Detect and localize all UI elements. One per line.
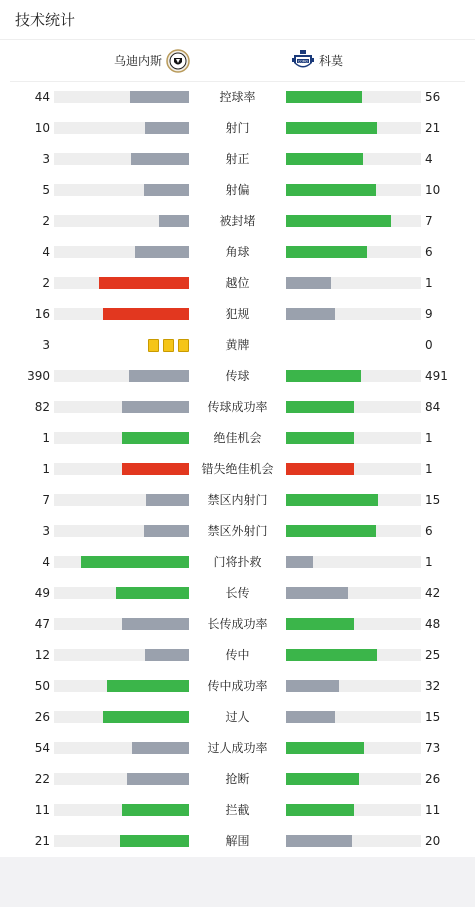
away-bar (286, 649, 421, 661)
stat-row (0, 578, 475, 609)
home-bar (54, 680, 189, 692)
home-bar (54, 463, 189, 475)
stat-row (0, 795, 475, 826)
away-bar-fill (286, 432, 354, 444)
away-bar (286, 680, 421, 692)
home-value: 10 (34, 121, 50, 135)
stat-label: 拦截 (225, 803, 250, 817)
stat-label: 禁区内射门 (207, 493, 268, 507)
away-bar (286, 277, 421, 289)
stat-label: 传中 (225, 648, 250, 662)
home-value: 2 (42, 214, 50, 228)
stat-label: 门将扑救 (213, 555, 262, 569)
away-bar (286, 432, 421, 444)
home-value: 2 (42, 276, 50, 290)
home-value: 3 (42, 338, 50, 352)
away-bar-fill (286, 246, 367, 258)
away-bar (286, 804, 421, 816)
away-value: 84 (425, 400, 441, 414)
yellow-card-icon (178, 339, 189, 352)
stat-label: 越位 (225, 276, 250, 290)
stat-row (0, 113, 475, 144)
away-value: 42 (425, 586, 441, 600)
udinese-badge-icon (166, 49, 190, 73)
away-value: 1 (425, 462, 433, 476)
away-value: 15 (425, 493, 441, 507)
away-value: 9 (425, 307, 433, 321)
away-bar (286, 184, 421, 196)
stat-label: 射正 (225, 152, 250, 166)
stat-label: 角球 (225, 245, 250, 259)
teams-header (10, 40, 465, 82)
away-bar-fill (286, 835, 352, 847)
home-bar (54, 91, 189, 103)
home-bar-fill (122, 401, 189, 413)
home-team-name: 乌迪内斯 (113, 54, 162, 68)
home-value: 44 (34, 90, 50, 104)
away-team-name: 科莫 (319, 54, 344, 68)
stat-row (0, 516, 475, 547)
away-value: 7 (425, 214, 433, 228)
away-bar (286, 215, 421, 227)
stat-row (0, 392, 475, 423)
away-bar-fill (286, 91, 362, 103)
stat-row (0, 268, 475, 299)
away-bar (286, 370, 421, 382)
home-value: 11 (34, 803, 50, 817)
home-value: 16 (34, 307, 50, 321)
away-bar-fill (286, 525, 376, 537)
away-value: 1 (425, 431, 433, 445)
home-value: 50 (34, 679, 50, 693)
away-bar (286, 711, 421, 723)
stat-label: 过人成功率 (207, 741, 268, 755)
stat-row (0, 609, 475, 640)
away-value: 6 (425, 245, 433, 259)
stat-label: 传球 (225, 369, 250, 383)
home-value: 3 (42, 524, 50, 538)
home-value: 12 (34, 648, 50, 662)
away-bar-fill (286, 804, 354, 816)
away-bar-fill (286, 618, 354, 630)
away-bar (286, 587, 421, 599)
home-value: 4 (42, 555, 50, 569)
home-bar (54, 742, 189, 754)
home-value: 5 (42, 183, 50, 197)
away-bar (286, 742, 421, 754)
away-value: 6 (425, 524, 433, 538)
home-bar-fill (145, 122, 189, 134)
home-bar (54, 246, 189, 258)
home-bar-fill (131, 153, 189, 165)
home-value: 21 (34, 834, 50, 848)
stat-label: 绝佳机会 (213, 431, 262, 445)
page-title: 技术统计 (0, 0, 475, 40)
home-bar (54, 153, 189, 165)
away-bar (286, 153, 421, 165)
away-bar-fill (286, 277, 331, 289)
stat-row (0, 361, 475, 392)
stat-label: 射门 (225, 121, 250, 135)
stat-row (0, 454, 475, 485)
away-bar (286, 246, 421, 258)
away-bar (286, 91, 421, 103)
away-bar-fill (286, 122, 377, 134)
away-bar-fill (286, 370, 361, 382)
away-bar (286, 835, 421, 847)
away-bar-fill (286, 773, 359, 785)
home-value: 49 (34, 586, 50, 600)
home-bar (54, 587, 189, 599)
away-bar (286, 463, 421, 475)
away-bar-fill (286, 587, 348, 599)
away-bar (286, 618, 421, 630)
stat-row (0, 144, 475, 175)
home-bar-fill (122, 432, 190, 444)
away-bar-fill (286, 153, 363, 165)
home-bar (54, 773, 189, 785)
home-bar-fill (132, 742, 189, 754)
stat-label: 禁区外射门 (207, 524, 268, 538)
stat-row (0, 206, 475, 237)
home-bar-fill (145, 649, 189, 661)
home-bar-fill (130, 91, 189, 103)
home-bar-fill (99, 277, 189, 289)
away-value: 21 (425, 121, 441, 135)
away-bar (286, 556, 421, 568)
away-bar (286, 525, 421, 537)
stat-row (0, 764, 475, 795)
stat-label: 长传成功率 (207, 617, 268, 631)
away-bar (286, 773, 421, 785)
away-value: 15 (425, 710, 441, 724)
stat-label: 犯规 (225, 307, 250, 321)
home-bar-fill (122, 463, 190, 475)
stats-list (0, 82, 475, 857)
stat-label: 控球率 (219, 90, 256, 104)
home-bar-fill (144, 184, 189, 196)
home-bar-fill (103, 711, 189, 723)
home-bar (54, 525, 189, 537)
away-value: 11 (425, 803, 441, 817)
yellow-card-icon (148, 339, 159, 352)
stat-label: 射偏 (225, 183, 250, 197)
stat-label: 抢断 (225, 772, 250, 786)
stat-row (0, 175, 475, 206)
away-value: 32 (425, 679, 441, 693)
home-bar (54, 308, 189, 320)
stat-label: 过人 (225, 710, 250, 724)
home-bar (54, 835, 189, 847)
stat-label: 解围 (225, 834, 250, 848)
stat-row (0, 826, 475, 857)
away-value: 20 (425, 834, 441, 848)
home-bar (54, 401, 189, 413)
home-value: 7 (42, 493, 50, 507)
home-bar (54, 618, 189, 630)
home-bar (54, 556, 189, 568)
home-bar (54, 277, 189, 289)
home-bar-fill (146, 494, 189, 506)
home-value: 54 (34, 741, 50, 755)
home-bar-fill (159, 215, 189, 227)
away-bar-fill (286, 184, 376, 196)
away-bar-fill (286, 649, 377, 661)
away-bar-fill (286, 711, 335, 723)
home-value: 3 (42, 152, 50, 166)
away-value: 26 (425, 772, 441, 786)
away-value: 491 (425, 369, 448, 383)
home-bar-fill (120, 835, 189, 847)
stat-label: 错失绝佳机会 (201, 462, 274, 476)
stat-row (0, 702, 475, 733)
home-bar (54, 711, 189, 723)
stat-label: 被封堵 (219, 214, 256, 228)
home-bar-fill (107, 680, 189, 692)
away-bar-fill (286, 494, 378, 506)
home-bar (54, 122, 189, 134)
home-bar (54, 432, 189, 444)
away-bar-fill (286, 463, 354, 475)
away-bar (286, 122, 421, 134)
como-badge-icon (291, 49, 315, 73)
home-value: 1 (42, 462, 50, 476)
home-bar-fill (116, 587, 189, 599)
stat-row (0, 485, 475, 516)
away-bar-fill (286, 215, 391, 227)
home-bar-fill (81, 556, 189, 568)
away-value: 56 (425, 90, 441, 104)
home-bar (54, 215, 189, 227)
home-bar (54, 494, 189, 506)
yellow-card-icon (163, 339, 174, 352)
home-bar-fill (135, 246, 189, 258)
away-bar-fill (286, 680, 339, 692)
home-bar-fill (122, 804, 190, 816)
away-value: 25 (425, 648, 441, 662)
home-bar-fill (129, 370, 189, 382)
stat-row (0, 547, 475, 578)
away-bar (286, 308, 421, 320)
stat-row (0, 237, 475, 268)
stat-label: 黄牌 (225, 338, 250, 352)
away-team[interactable] (291, 40, 343, 81)
stat-label: 长传 (225, 586, 250, 600)
away-value: 4 (425, 152, 433, 166)
home-bar (54, 804, 189, 816)
stat-row (0, 671, 475, 702)
away-value: 0 (425, 338, 433, 352)
svg-text:COMO: COMO (298, 58, 308, 63)
stat-row (0, 423, 475, 454)
away-bar-fill (286, 308, 335, 320)
away-value: 1 (425, 276, 433, 290)
away-bar-fill (286, 742, 364, 754)
away-bar (286, 401, 421, 413)
away-bar-fill (286, 556, 313, 568)
stat-row (0, 299, 475, 330)
home-bar-fill (103, 308, 189, 320)
away-value: 48 (425, 617, 441, 631)
away-value: 10 (425, 183, 441, 197)
home-bar-fill (127, 773, 189, 785)
home-bar (54, 370, 189, 382)
home-value: 22 (34, 772, 50, 786)
stat-row (0, 640, 475, 671)
home-bar-fill (122, 618, 189, 630)
away-bar (286, 494, 421, 506)
yellow-cards (148, 339, 189, 352)
home-team[interactable] (114, 40, 190, 81)
home-bar (54, 649, 189, 661)
stat-label: 传球成功率 (207, 400, 268, 414)
home-value: 47 (34, 617, 50, 631)
home-bar (54, 184, 189, 196)
away-bar-fill (286, 401, 354, 413)
stat-row (0, 733, 475, 764)
home-value: 82 (34, 400, 50, 414)
stat-row (0, 330, 475, 361)
away-value: 73 (425, 741, 441, 755)
home-value: 26 (34, 710, 50, 724)
home-value: 1 (42, 431, 50, 445)
home-value: 390 (27, 369, 50, 383)
away-value: 1 (425, 555, 433, 569)
home-value: 4 (42, 245, 50, 259)
home-bar-fill (144, 525, 189, 537)
stat-row (0, 82, 475, 113)
stat-label: 传中成功率 (207, 679, 268, 693)
